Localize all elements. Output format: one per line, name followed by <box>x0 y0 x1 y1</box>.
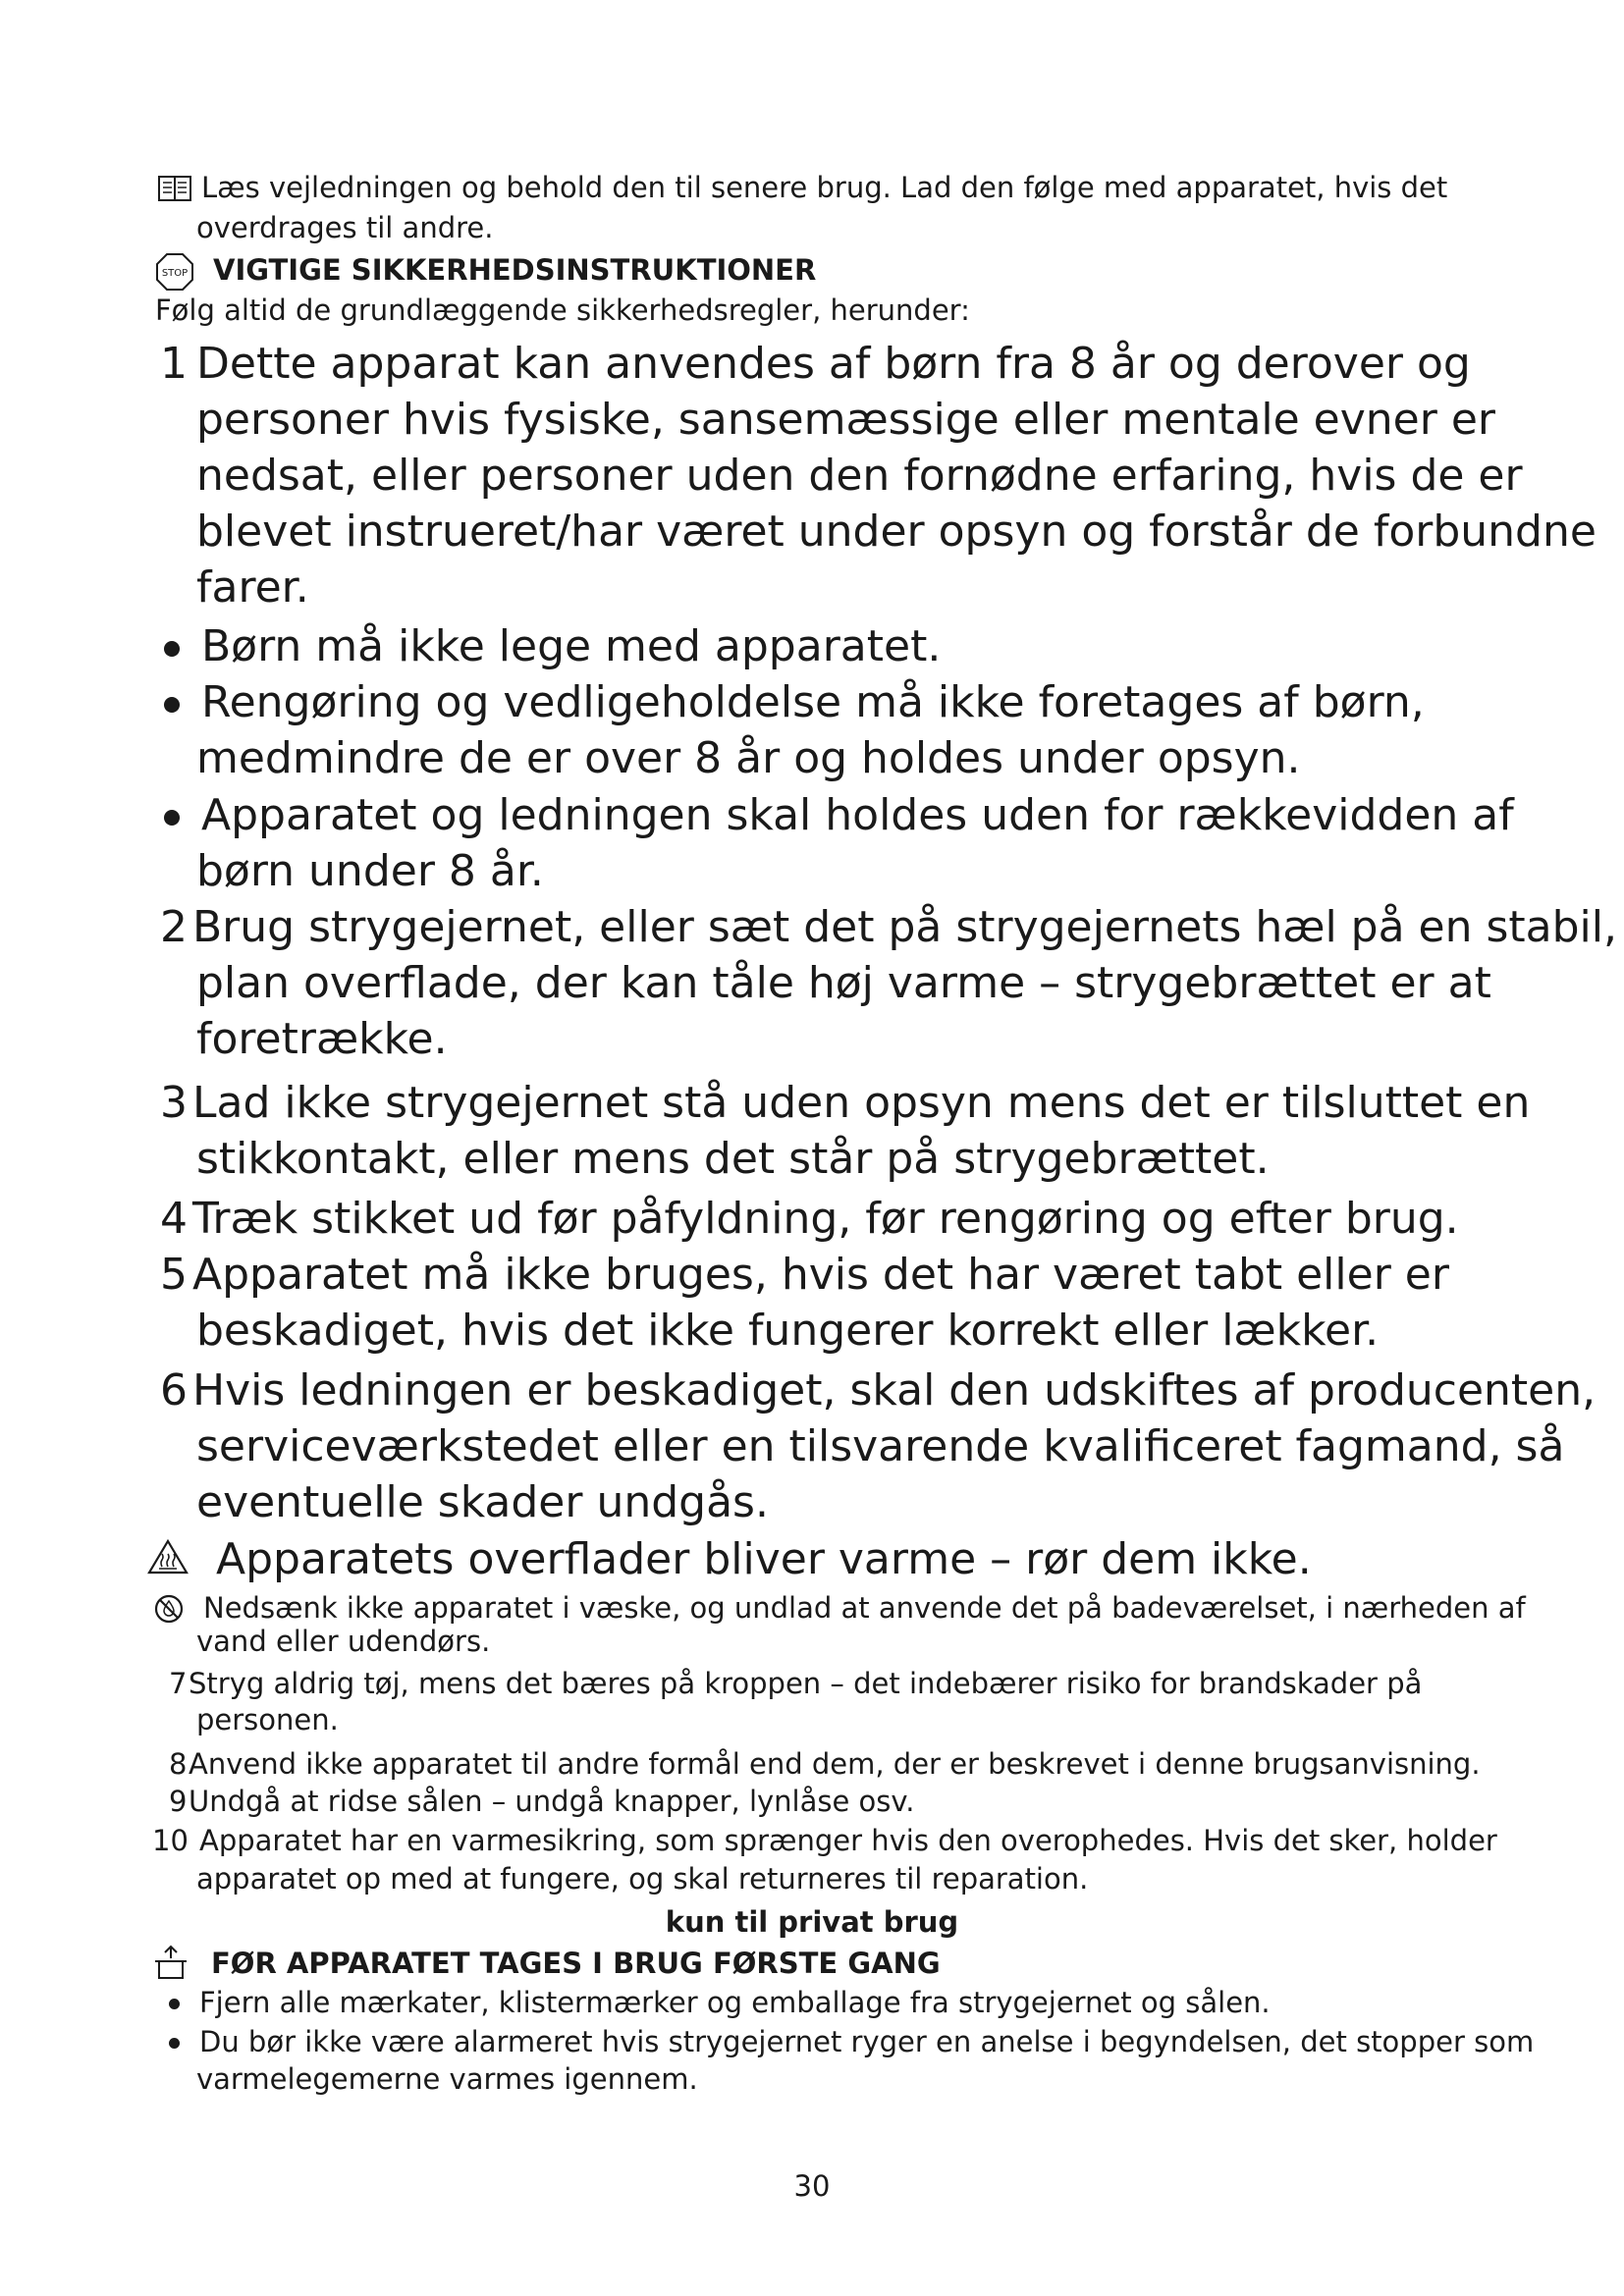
bullet-1-line-1: Børn må ikke lege med apparatet. <box>201 621 942 671</box>
read-manual-line-2: overdrages til andre. <box>196 211 494 244</box>
item-3-line-1: Lad ikke strygejernet stå uden opsyn mens det er tilsluttet en <box>192 1078 1531 1128</box>
hot-surface-warning: Apparatets overflader bliver varme – rør dem ikke. <box>216 1534 1312 1584</box>
item-number: 7 <box>169 1667 188 1700</box>
item-1-line-1: Dette apparat kan anvendes af børn fra 8 år og derover og <box>196 339 1471 389</box>
item-5-line-2: beskadiget, hvis det ikke fungerer korrekt eller lækker. <box>196 1306 1380 1356</box>
item-1-line-3: nedsat, eller personer uden den fornødne erfaring, hvis de er <box>196 451 1523 501</box>
item-number: 3 <box>160 1078 188 1128</box>
item-number: 2 <box>160 902 188 952</box>
bullet <box>164 641 180 657</box>
bullet-3-line-2: børn under 8 år. <box>196 846 544 896</box>
no-water-icon <box>153 1593 185 1625</box>
bullet <box>164 697 180 713</box>
bullet <box>169 1999 180 2009</box>
item-6-line-2: serviceværkstedet eller en tilsvarende kvalificeret fagmand, så <box>196 1421 1565 1471</box>
bullet-3-line-1: Apparatet og ledningen skal holdes uden for rækkevidden af <box>201 790 1514 840</box>
read-manual-line-1: Læs vejledningen og behold den til senere brug. Lad den følge med apparatet, hvis det <box>201 171 1448 204</box>
item-7-line-1: Stryg aldrig tøj, mens det bæres på kroppen – det indebærer risiko for brandskader på <box>189 1667 1423 1700</box>
hot-surface-warning-icon <box>147 1539 189 1575</box>
first-use-bullet-2-line-2: varmelegemerne varmes igennem. <box>196 2062 698 2096</box>
item-6-line-1: Hvis ledningen er beskadiget, skal den udskiftes af producenten, <box>192 1365 1597 1415</box>
item-5-line-1: Apparatet må ikke bruges, hvis det har været tabt eller er <box>192 1250 1449 1300</box>
bullet <box>169 2038 180 2049</box>
item-7-line-2: personen. <box>196 1703 339 1736</box>
item-number: 10 <box>152 1824 189 1857</box>
item-2-line-2: plan overflade, der kan tåle høj varme – strygebrættet er at <box>196 958 1491 1008</box>
page-number: 30 <box>793 2169 831 2203</box>
item-6-line-3: eventuelle skader undgås. <box>196 1477 769 1527</box>
item-2-line-1: Brug strygejernet, eller sæt det på strygejernets hæl på en stabil, <box>192 902 1617 952</box>
stop-icon-text: STOP <box>161 268 189 279</box>
item-number: 6 <box>160 1365 188 1415</box>
item-3-line-2: stikkontakt, eller mens det står på strygebrættet. <box>196 1134 1270 1184</box>
safety-subheading: Følg altid de grundlæggende sikkerhedsregler, herunder: <box>155 294 970 327</box>
item-1-line-2: personer hvis fysiske, sansemæssige eller mentale evner er <box>196 395 1495 445</box>
no-water-line-1: Nedsænk ikke apparatet i væske, og undlad at anvende det på badeværelset, i nærheden af <box>203 1591 1526 1625</box>
first-use-bullet-2-line-1: Du bør ikke være alarmeret hvis strygejernet ryger en anelse i begyndelsen, det stopper som <box>199 2025 1535 2058</box>
item-number: 1 <box>160 339 188 389</box>
item-2-line-3: foretrække. <box>196 1014 448 1064</box>
item-number: 9 <box>169 1785 188 1818</box>
item-10-line-2: apparatet op med at fungere, og skal returneres til reparation. <box>196 1862 1089 1896</box>
item-number: 4 <box>160 1194 188 1244</box>
item-number: 5 <box>160 1250 188 1300</box>
bullet-2-line-1: Rengøring og vedligeholdelse må ikke foretages af børn, <box>201 677 1425 727</box>
stop-icon <box>155 252 194 292</box>
bullet <box>164 810 180 826</box>
before-first-use-heading: FØR APPARATET TAGES I BRUG FØRSTE GANG <box>211 1947 941 1980</box>
item-1-line-4: blevet instrueret/har været under opsyn og forstår de forbundne <box>196 507 1597 557</box>
bullet-2-line-2: medmindre de er over 8 år og holdes under opsyn. <box>196 733 1301 783</box>
book-icon <box>157 174 192 203</box>
item-9-line-1: Undgå at ridse sålen – undgå knapper, lynlåse osv. <box>189 1785 915 1818</box>
item-1-line-5: farer. <box>196 562 309 613</box>
safety-heading: VIGTIGE SIKKERHEDSINSTRUKTIONER <box>213 253 817 287</box>
first-use-bullet-1-line-1: Fjern alle mærkater, klistermærker og emballage fra strygejernet og sålen. <box>199 1986 1271 2019</box>
private-use-note: kun til privat brug <box>665 1905 959 1939</box>
item-4-line-1: Træk stikket ud før påfyldning, før rengøring og efter brug. <box>192 1194 1459 1244</box>
item-number: 8 <box>169 1747 188 1781</box>
no-water-line-2: vand eller udendørs. <box>196 1625 491 1658</box>
item-8-line-1: Anvend ikke apparatet til andre formål end dem, der er beskrevet i denne brugsanvisning. <box>189 1747 1481 1781</box>
item-10-line-1: Apparatet har en varmesikring, som sprænger hvis den overophedes. Hvis det sker, holder <box>199 1824 1497 1857</box>
box-unpack-icon <box>153 1944 189 1981</box>
